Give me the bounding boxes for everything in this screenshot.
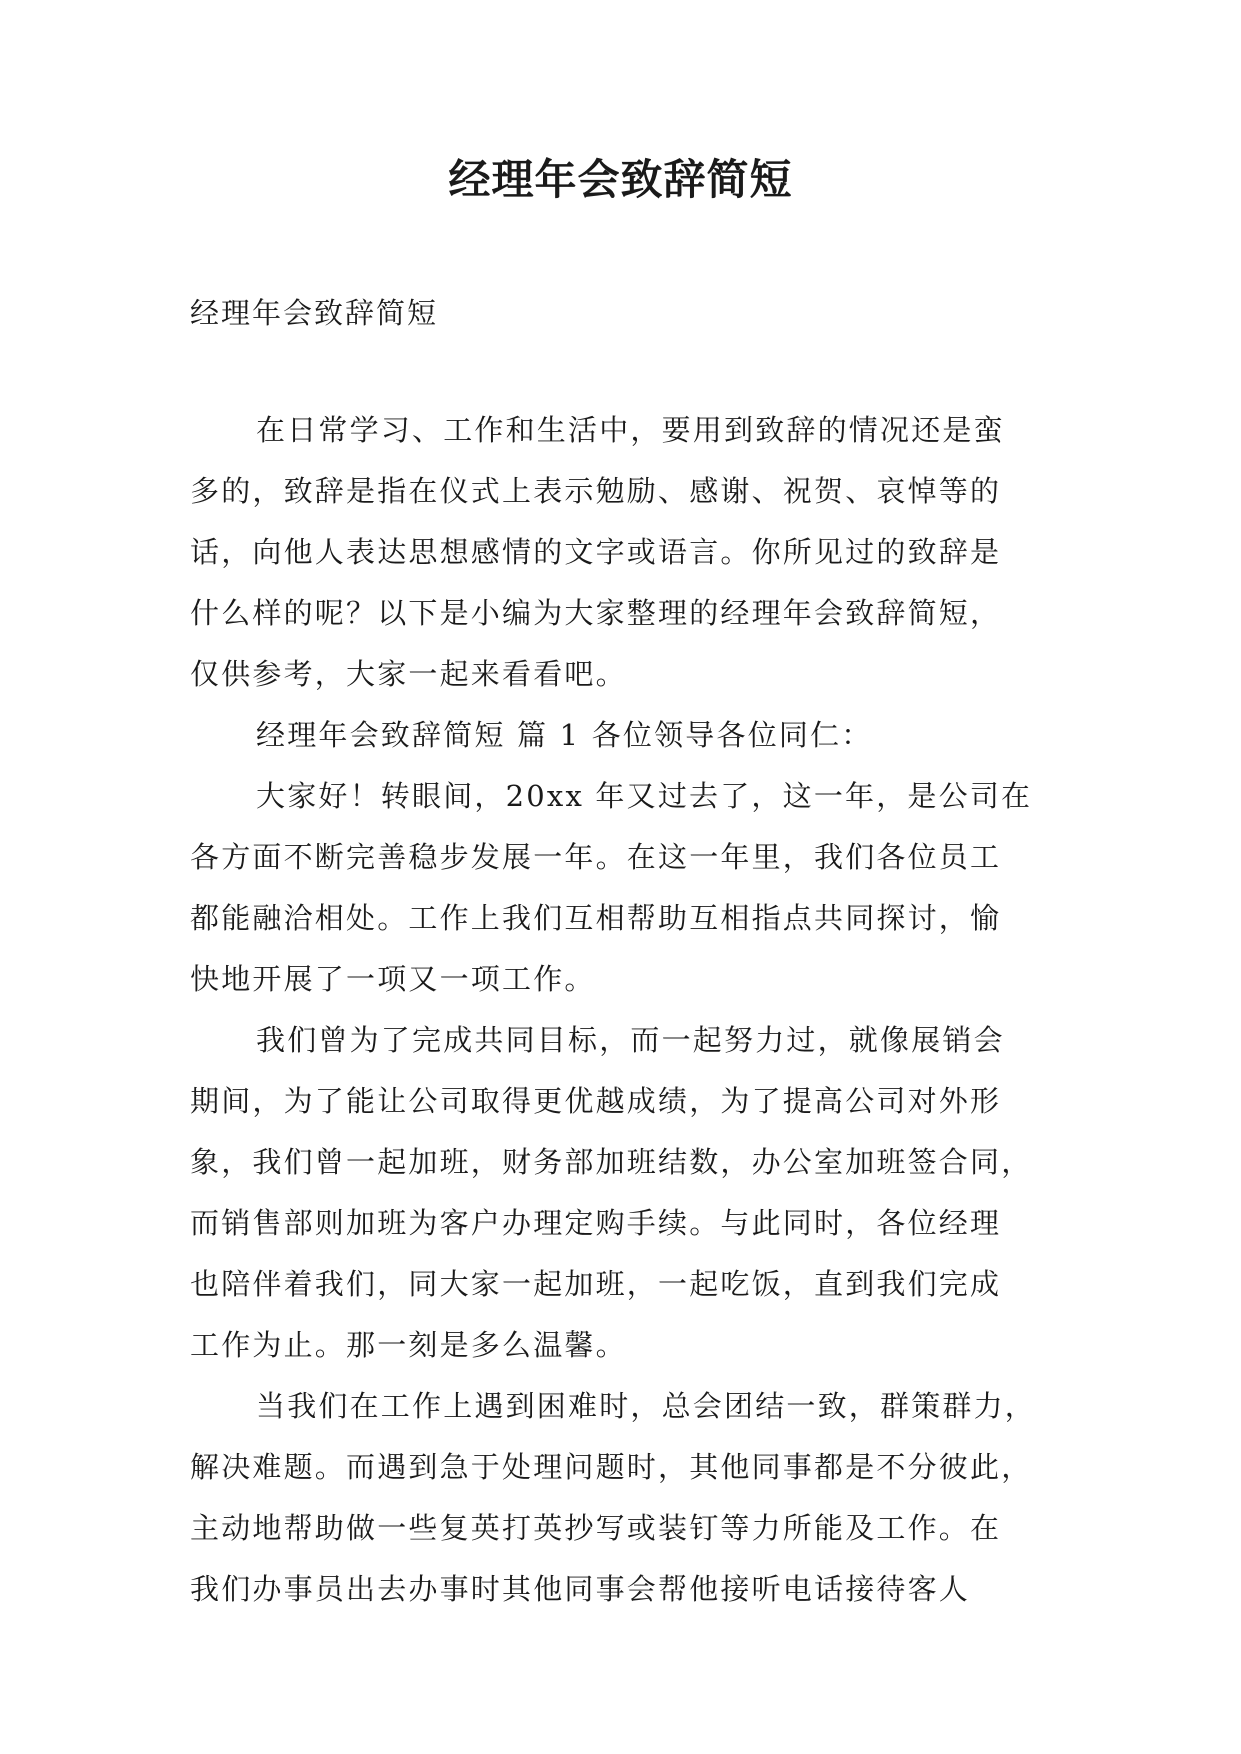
document-subtitle: 经理年会致辞简短 bbox=[190, 296, 439, 330]
body-line: 话，向他人表达思想感情的文字或语言。你所见过的致辞是 bbox=[190, 535, 1002, 569]
body-line: 快地开展了一项又一项工作。 bbox=[190, 962, 596, 996]
body-line: 仅供参考，大家一起来看看吧。 bbox=[190, 657, 627, 691]
document-body bbox=[190, 410, 1070, 1630]
body-line: 主动地帮助做一些复英打英抄写或装钉等力所能及工作。在 bbox=[190, 1511, 1002, 1545]
body-line: 经理年会致辞简短 篇 1 各位领导各位同仁： bbox=[256, 718, 873, 752]
body-line: 在日常学习、工作和生活中，要用到致辞的情况还是蛮 bbox=[256, 413, 1005, 447]
body-line: 当我们在工作上遇到困难时，总会团结一致，群策群力， bbox=[256, 1389, 1037, 1423]
body-line: 也陪伴着我们，同大家一起加班，一起吃饭，直到我们完成 bbox=[190, 1267, 1002, 1301]
body-line: 各方面不断完善稳步发展一年。在这一年里，我们各位员工 bbox=[190, 840, 1002, 874]
body-line: 我们办事员出去办事时其他同事会帮他接听电话接待客人 bbox=[190, 1572, 971, 1606]
body-line: 我们曾为了完成共同目标，而一起努力过，就像展销会 bbox=[256, 1023, 1005, 1057]
body-line: 象，我们曾一起加班，财务部加班结数，办公室加班签合同， bbox=[190, 1145, 1033, 1179]
body-line: 工作为止。那一刻是多么温馨。 bbox=[190, 1328, 627, 1362]
body-line: 都能融洽相处。工作上我们互相帮助互相指点共同探讨，愉 bbox=[190, 901, 1002, 935]
body-line: 什么样的呢？以下是小编为大家整理的经理年会致辞简短， bbox=[190, 596, 1002, 630]
document-title: 经理年会致辞简短 bbox=[448, 155, 793, 204]
body-line: 解决难题。而遇到急于处理问题时，其他同事都是不分彼此， bbox=[190, 1450, 1033, 1484]
body-line: 而销售部则加班为客户办理定购手续。与此同时，各位经理 bbox=[190, 1206, 1002, 1240]
body-line: 大家好！转眼间，20xx 年又过去了，这一年，是公司在 bbox=[256, 779, 1033, 813]
body-line: 期间，为了能让公司取得更优越成绩，为了提高公司对外形 bbox=[190, 1084, 1002, 1118]
body-line: 多的，致辞是指在仪式上表示勉励、感谢、祝贺、哀悼等的 bbox=[190, 474, 1002, 508]
